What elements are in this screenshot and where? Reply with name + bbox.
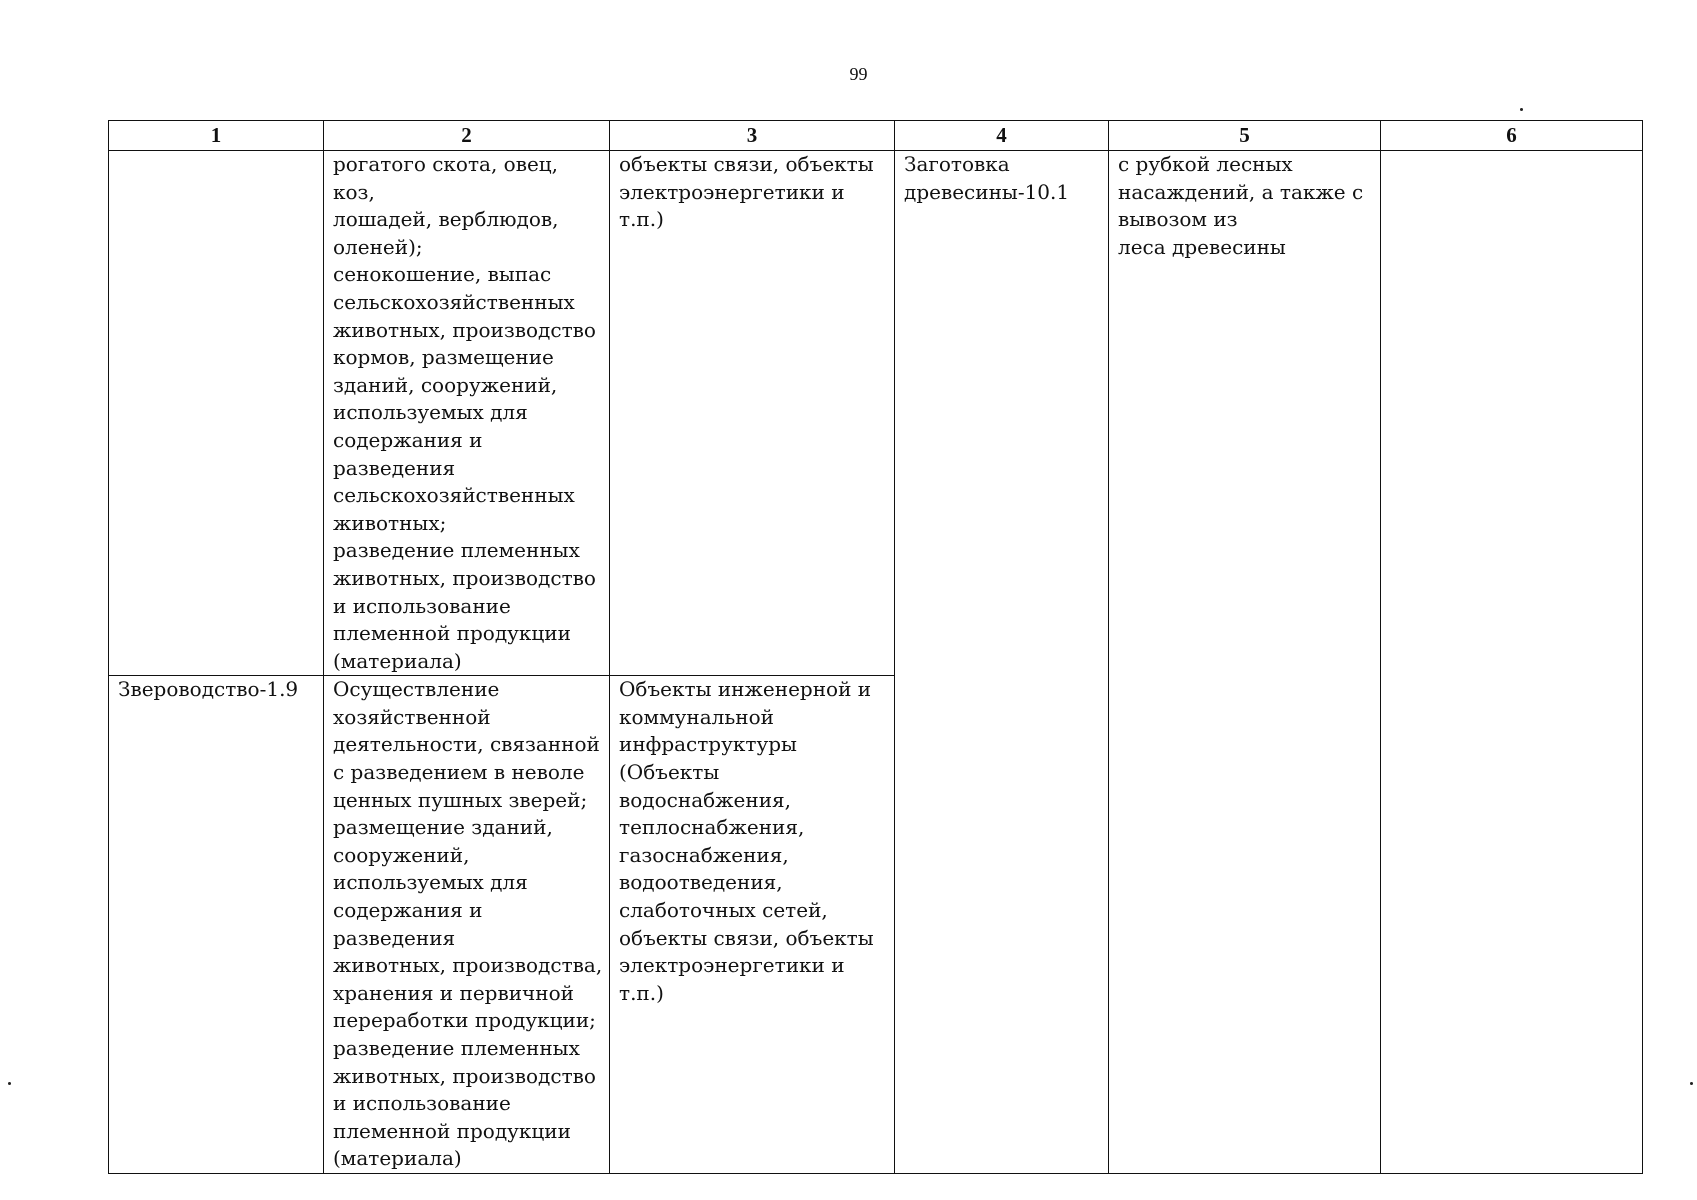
cell-infrastructure [610,676,895,1174]
column-header-4: 4 [895,121,1109,151]
column-header-3: 3 [610,121,895,151]
cell-use-description [324,151,610,676]
table-row [109,151,1643,676]
column-header-2: 2 [324,121,610,151]
cell-conditional-use [895,151,1109,1174]
cell-use-description [324,676,610,1174]
cell-use-name [109,151,324,676]
scan-speck [1690,1082,1693,1085]
cell-conditional-description [1109,151,1381,1174]
cell-column-6 [1381,151,1643,1174]
column-header-1: 1 [109,121,324,151]
cell-text: рогатого скота, овец, коз, лошадей, верблюдов, оленей); сенокошение, выпас сельскохозяйственных животных, производство кормов, размещение зданий, сооружений, используемых для содержания и разведения сельскохозяйственных животных; разведение племенных животных, производство и использование племенной продукции (материала) [333,152,596,673]
column-header-6: 6 [1381,121,1643,151]
cell-text: Осуществление хозяйственной деятельности, связанной с разведением в неволе ценных пушных зверей; размещение зданий, сооружений, используемых для содержания и разведения животных, производства, хранения и первичной переработки продукции; разведение племенных животных, производство и использование племенной продукции (материала) [333,677,603,1171]
cell-text: Заготовка древесины-10.1 [904,152,1070,204]
cell-text: с рубкой лесных насаждений, а также с вывозом из леса древесины [1118,152,1364,259]
land-use-table [108,120,1643,1174]
table-header-row [109,121,1643,151]
cell-infrastructure [610,151,895,676]
cell-text: Объекты инженерной и коммунальной инфраструктуры (Объекты водоснабжения, теплоснабжения, газоснабжения, водоотведения, слаботочных сетей, объекты связи, объекты электроэнергетики и т.п.) [619,677,874,1005]
column-header-5: 5 [1109,121,1381,151]
page-number: 99 [849,64,868,84]
cell-text: Звероводство-1.9 [118,677,299,702]
scan-speck [8,1082,11,1085]
scan-speck [1520,108,1523,111]
cell-use-name [109,676,324,1174]
cell-text: объекты связи, объекты электроэнергетики и т.п.) [619,152,874,232]
